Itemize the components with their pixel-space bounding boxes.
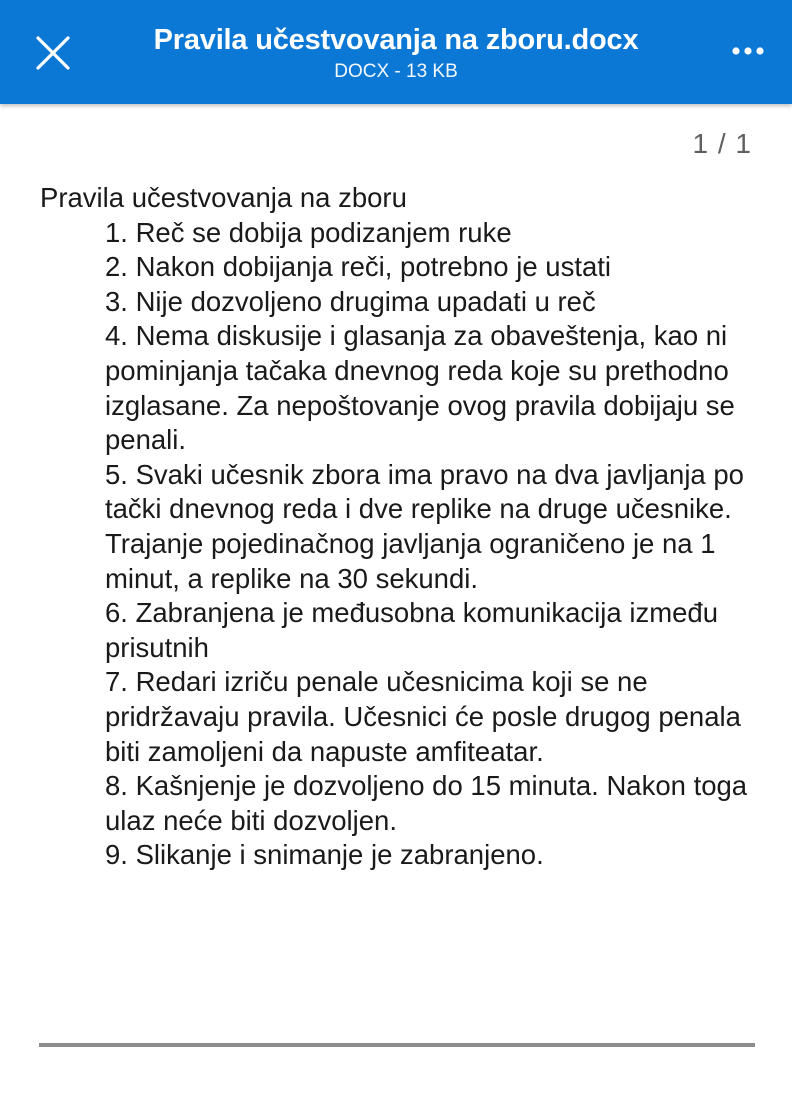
page-counter: 1 / 1 — [692, 128, 752, 159]
rule-item: 7. Redari izriču penale učesnicima koji se ne pridržavaju pravila. Učesnici će posle drugog penala biti zamoljeni da napuste amfiteatar. — [105, 666, 741, 767]
rule-item: 8. Kašnjenje je dozvoljeno do 15 minuta. Nakon toga ulaz neće biti dozvoljen. — [105, 770, 748, 836]
document-content — [40, 181, 770, 873]
rule-item: 6. Zabranjena je međusobna komunikacija između prisutnih — [105, 597, 718, 663]
app-bar — [0, 0, 792, 104]
document-heading: Pravila učestvovanja na zboru — [40, 182, 407, 213]
close-button[interactable] — [28, 30, 78, 76]
rule-item: 3. Nije dozvoljeno drugima upadati u reč — [105, 285, 596, 317]
rule-item: 1. Reč se dobija podizanjem ruke — [105, 216, 512, 248]
more-horizontal-icon — [726, 36, 770, 66]
document-subtitle: DOCX - 13 KB — [334, 61, 458, 82]
rule-item: 4. Nema diskusije i glasanja za obaveštenja, kao ni pominjanja tačaka dnevnog reda koje su prethodno izglasane. Za nepoštovanje ovog pravila dobijaju se penali. — [105, 320, 735, 456]
rule-item: 9. Slikanje i snimanje je zabranjeno. — [105, 839, 544, 871]
rules-list — [40, 216, 770, 873]
rule-item: 5. Svaki učesnik zbora ima pravo na dva javljanja po tački dnevnog reda i dve replike na druge učesnike. Trajanje pojedinačnog javljanja ograničeno je na 1 minut, a replike na 30 sekundi. — [105, 458, 744, 594]
rule-item: 2. Nakon dobijanja reči, potrebno je ustati — [105, 251, 612, 283]
page-divider — [39, 1043, 755, 1047]
close-icon — [28, 30, 78, 76]
more-options-button[interactable] — [726, 36, 770, 66]
title-block — [110, 22, 682, 84]
document-title: Pravila učestvovanja na zboru.docx — [153, 24, 639, 56]
